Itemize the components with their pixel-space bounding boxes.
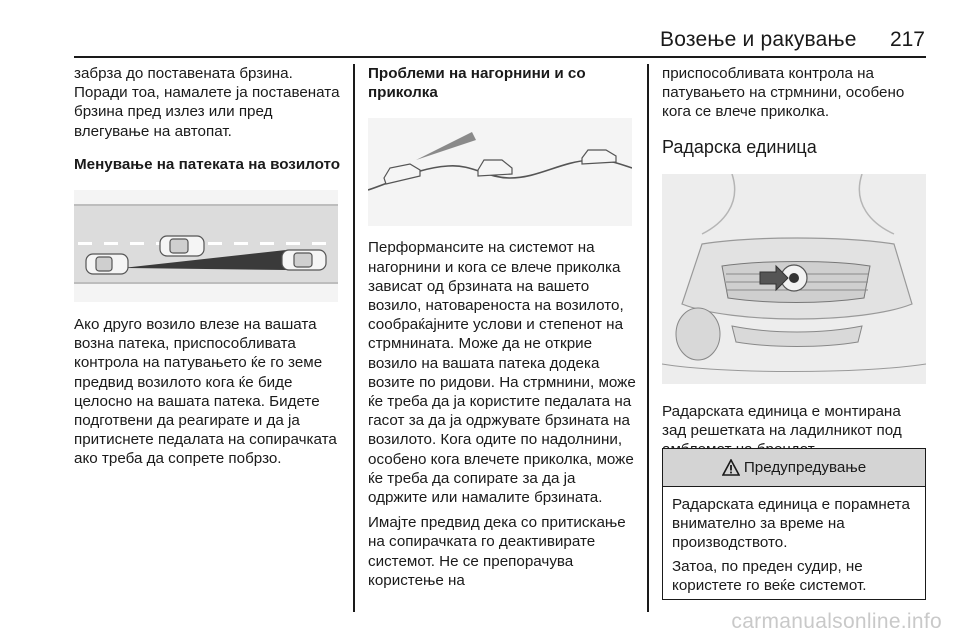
col3-paragraph-2: Радарската единица е монтирана зад решетката на ладилникот под bbox=[662, 402, 902, 439]
warning-triangle-icon bbox=[722, 459, 740, 476]
hill-driving-illustration bbox=[368, 118, 632, 226]
warning-title: Предупредување bbox=[743, 459, 867, 476]
watermark: carmanualsonline.info bbox=[731, 610, 942, 633]
merging-car bbox=[160, 236, 204, 256]
page-number: 217 bbox=[889, 28, 925, 51]
col2-paragraph-1: Перформансите на системот на нагорнини и кога се влече приколка зависат од брзината на вашето возило, натовареноста на возилото, сообраќајните услови и степенот на стрмнината. Може да не открие возило на вашата патека додека возите по ридови. На стрмнини, може ќе треба да ја користите педалата на гасот за да ја одржувате брзината на возилото. Кога одите по надолнини, особено кога влечете приколка, може ќе треба да сопирате за да ја одржите или намалите брзината. bbox=[368, 239, 636, 507]
column-2 bbox=[368, 64, 636, 590]
column-divider-2 bbox=[647, 64, 649, 612]
warning-box bbox=[662, 448, 926, 600]
page-header bbox=[660, 28, 925, 58]
warning-paragraph-2: Затоа, по преден судир, не користете го веќе системот. bbox=[672, 557, 867, 594]
lane-change-illustration bbox=[74, 190, 338, 302]
radar-unit-illustration bbox=[662, 174, 926, 384]
lane-change-heading: Менување на патеката на возилото bbox=[74, 155, 341, 173]
ego-car bbox=[86, 254, 128, 274]
section-title: Возење и ракување bbox=[660, 28, 857, 51]
radar-unit-heading: Радарска единица bbox=[662, 136, 817, 157]
hills-trailer-heading: Проблеми на нагорнини и со приколка bbox=[368, 65, 586, 102]
warning-header bbox=[663, 449, 925, 487]
column-1 bbox=[74, 64, 344, 469]
col1-paragraph-2: Ако друго возило влезе на вашата возна патека, приспособливата контрола на патувањето ќе го земе предвид возилото кога ќе биде целосно на вашата патека. Бидете подготвени да реагирате и да ја притиснете педалата на сопирачката ако треба да сопрете побрзо. bbox=[74, 316, 337, 468]
col2-paragraph-2: Имајте предвид дека со притискање на сопирачката го деактивирате системот. Не се препорачува користење на bbox=[368, 514, 626, 589]
column-3 bbox=[662, 64, 928, 459]
col1-paragraph-1: забрза до поставената брзина. Поради тоа, намалете ја поставената брзина пред излез или пред влегување на автопат. bbox=[74, 65, 340, 140]
column-divider-1 bbox=[353, 64, 355, 612]
col3-paragraph-1: приспособливата контрола на патувањето на стрмнини, особено кога се влече приколка. bbox=[662, 65, 905, 121]
lead-car bbox=[282, 250, 326, 270]
warning-paragraph-1: Радарската единица е порамнета внимателно за време на производството. bbox=[672, 496, 910, 552]
header-rule bbox=[74, 56, 926, 58]
warning-body bbox=[663, 487, 925, 595]
